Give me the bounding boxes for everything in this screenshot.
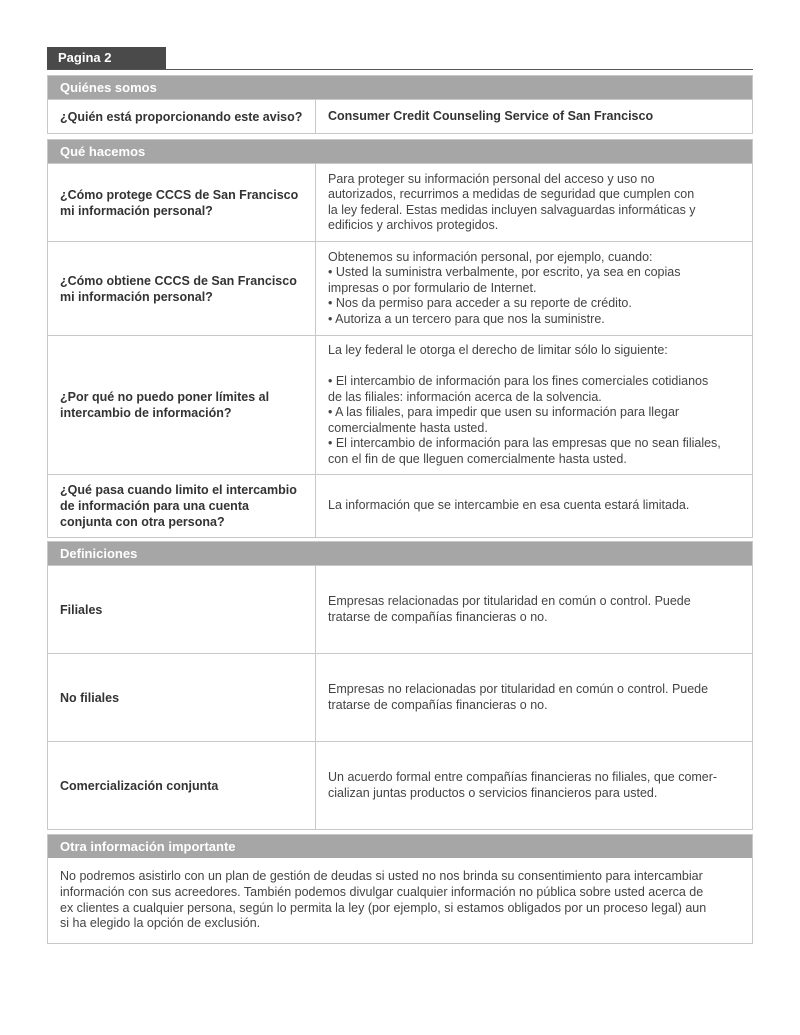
row-term: Comercialización conjunta [48, 742, 316, 829]
answer-line: La ley federal le otorga el derecho de limitar sólo lo siguiente: [328, 343, 668, 357]
row-answer [316, 475, 752, 537]
answer-line: Empresas relacionadas por titularidad en común o control. Puede [328, 594, 691, 608]
answer-line: Un acuerdo formal entre compañías financieras no filiales, que comer- [328, 770, 718, 784]
text-line: si ha elegido la opción de exclusión. [60, 916, 261, 931]
answer-line: • Autoriza a un tercero para que nos la suministre. [328, 311, 605, 326]
row-question: ¿Por qué no puedo poner límites al intercambio de información? [48, 336, 316, 474]
table-row [48, 653, 752, 741]
section-header: Otra información importante [48, 835, 752, 858]
answer-line: comercialmente hasta usted. [328, 420, 488, 435]
answer-line: • Nos da permiso para acceder a su reporte de crédito. [328, 296, 632, 311]
section-quienes-somos [47, 75, 753, 134]
section-que-hacemos [47, 139, 753, 538]
answer-line: • A las filiales, para impedir que usen su información para llegar [328, 405, 680, 419]
row-definition [316, 566, 752, 653]
text-line: información con sus acreedores. También podemos divulgar cualquier información no pública sobre usted acerca de [60, 884, 704, 899]
answer-line: tratarse de compañías financieras o no. [328, 609, 548, 624]
row-definition [316, 742, 752, 829]
answer-line: impresas o por formulario de Internet. [328, 280, 537, 295]
answer-line: de las filiales: información acerca de la solvencia. [328, 389, 602, 404]
table-row [48, 99, 752, 133]
answer-line: • El intercambio de información para los fines comerciales cotidianos [328, 374, 709, 388]
section-header: Quiénes somos [48, 76, 752, 99]
section-header: Definiciones [48, 542, 752, 565]
section-otra-informacion [47, 834, 753, 944]
answer-line: la ley federal. Estas medidas incluyen salvaguardas informáticas y [328, 202, 696, 217]
table-row [48, 241, 752, 335]
text-line: No podremos asistirlo con un plan de gestión de deudas si usted no nos brinda su consentimiento para intercambiar [60, 869, 703, 883]
section-header: Qué hacemos [48, 140, 752, 163]
row-question: ¿Cómo obtiene CCCS de San Francisco mi información personal? [48, 242, 316, 335]
row-question: ¿Quién está proporcionando este aviso? [48, 100, 316, 133]
row-question: ¿Qué pasa cuando limito el intercambio de información para una cuenta conjunta con otra persona? [48, 475, 316, 537]
page-label: Pagina 2 [47, 47, 166, 69]
answer-spacer [328, 359, 740, 375]
answer-line: Para proteger su información personal del acceso y uso no [328, 171, 655, 186]
answer-line: tratarse de compañías financieras o no. [328, 697, 548, 712]
important-info-text [48, 858, 752, 943]
row-answer: Consumer Credit Counseling Service of San Francisco [328, 108, 654, 123]
row-term: No filiales [48, 654, 316, 741]
answer-line: cializan juntas productos o servicios financieros para usted. [328, 785, 658, 800]
answer-line: edificios y archivos protegidos. [328, 218, 499, 232]
answer-line: Obtenemos su información personal, por ejemplo, cuando: [328, 249, 653, 264]
text-line: ex clientes a cualquier persona, según lo permita la ley (por ejemplo, si estamos obligados por un proceso legal) aun [60, 900, 707, 915]
row-answer [316, 336, 752, 474]
section-definiciones [47, 541, 753, 830]
table-row [48, 741, 752, 829]
page-tab-row [47, 47, 753, 70]
table-row [48, 163, 752, 241]
row-answer [316, 242, 752, 335]
table-row [48, 565, 752, 653]
answer-line: • El intercambio de información para las empresas que no sean filiales, [328, 436, 721, 450]
row-answer [316, 164, 752, 241]
answer-line: con el fin de que lleguen comercialmente hasta usted. [328, 451, 627, 466]
row-definition [316, 654, 752, 741]
row-question: ¿Cómo protege CCCS de San Francisco mi información personal? [48, 164, 316, 241]
table-row [48, 474, 752, 537]
table-row [48, 335, 752, 474]
answer-line: autorizados, recurrimos a medidas de seguridad que cumplen con [328, 187, 695, 201]
answer-line: Empresas no relacionadas por titularidad en común o control. Puede [328, 682, 709, 696]
row-term: Filiales [48, 566, 316, 653]
answer-line: La información que se intercambie en esa cuenta estará limitada. [328, 498, 690, 513]
answer-line: • Usted la suministra verbalmente, por escrito, ya sea en copias [328, 265, 681, 280]
